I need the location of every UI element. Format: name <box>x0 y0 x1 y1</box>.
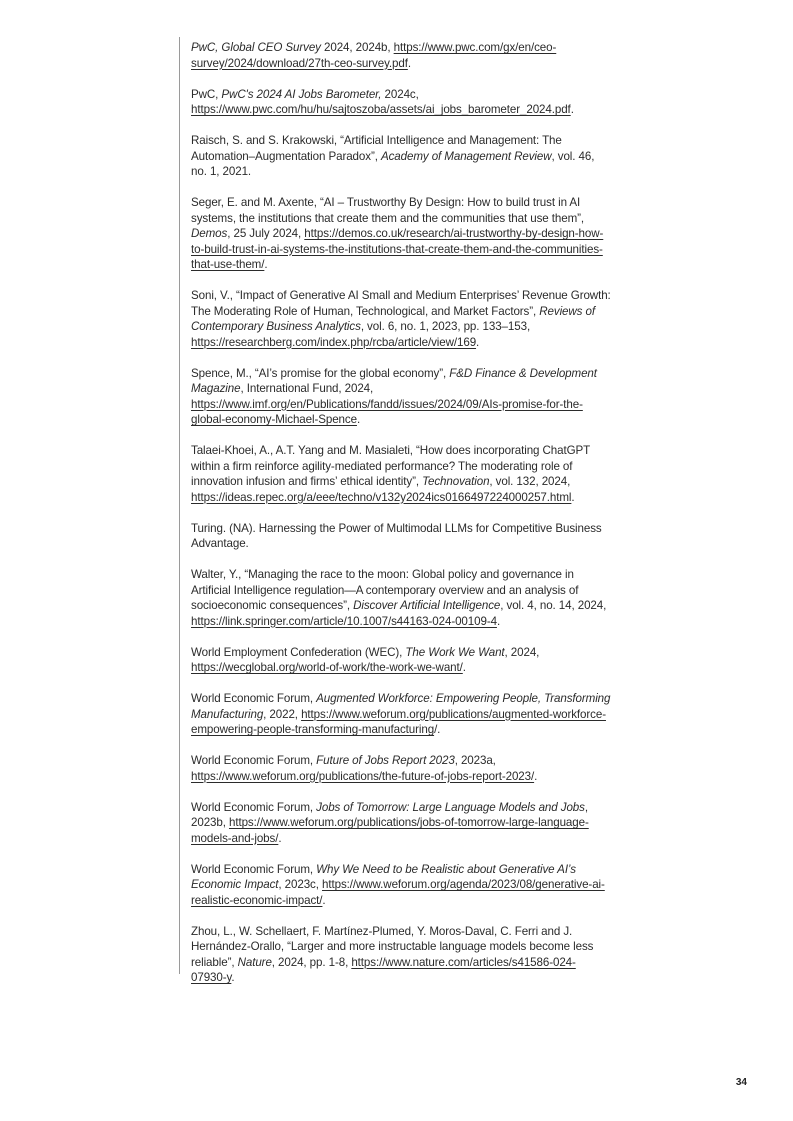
reference-entry <box>191 366 611 428</box>
reference-text: /. <box>434 723 441 736</box>
reference-title: Why We Need to be Realistic about Generative AI’s Economic Impact <box>191 862 576 891</box>
reference-entry <box>191 133 611 180</box>
reference-link[interactable]: https://www.weforum.org/publications/jobs-of-tomorrow-large-language-models-and-jobs/ <box>191 816 589 845</box>
reference-text: World Economic Forum, <box>191 800 317 814</box>
reference-text: . <box>356 413 361 426</box>
reference-text: , 2024, pp. 1-8, <box>271 955 352 969</box>
reference-link[interactable]: https://ideas.repec.org/a/eee/techno/v132y2024ics0166497224000257.html <box>191 490 572 504</box>
reference-link[interactable]: https://www.weforum.org/publications/the-future-of-jobs-report-2023/ <box>191 769 535 783</box>
reference-text: Talaei-Khoei, A., A.T. Yang and M. Masialeti, “How does incorporating ChatGPT within a firm reinforce agility-mediated performance? The moderating role of innovation infusion and firms’ ethical identity”, <box>191 444 590 488</box>
reference-entry <box>191 645 611 676</box>
reference-title: Technovation <box>422 475 490 488</box>
reference-title: Jobs of Tomorrow: Large Language Models and Jobs <box>316 800 585 814</box>
reference-text: Raisch, S. and S. Krakowski, “Artificial Intelligence and Management: The Automation–Augmentation Paradox”, <box>191 134 562 163</box>
reference-link[interactable]: https://www.nature.com/articles/s41586-024-07930-y <box>191 955 576 984</box>
reference-text: Seger, E. and M. Axente, “AI – Trustworthy By Design: How to build trust in AI systems, the institutions that create them and the communities that use them”, <box>191 196 585 225</box>
reference-link[interactable]: https://researchberg.com/index.php/rcba/article/view/169 <box>191 335 477 349</box>
reference-text: . <box>462 661 466 674</box>
reference-title: Reviews of Contemporary Business Analytics <box>191 304 595 333</box>
reference-text: , 25 July 2024, <box>227 227 305 240</box>
reference-text: , vol. 4, no. 14, 2024, <box>500 599 607 612</box>
reference-text: 2024, 2024b, <box>320 41 394 54</box>
reference-text: World Employment Confederation (WEC), <box>191 645 406 659</box>
reference-text: . <box>231 971 235 984</box>
reference-title: Discover Artificial Intelligence <box>353 599 501 612</box>
reference-title: F&D Finance & Development Magazine <box>191 366 597 395</box>
reference-title: The Work We Want <box>405 645 505 659</box>
reference-text: . <box>407 56 411 70</box>
reference-text: . <box>476 335 480 349</box>
reference-text: PwC, <box>191 87 222 101</box>
reference-text: , 2023c, <box>278 878 322 891</box>
reference-entry <box>191 800 611 847</box>
reference-text: . <box>278 831 282 845</box>
reference-text: , 2023a, <box>454 754 496 767</box>
reference-text: , vol. 132, 2024, <box>489 475 571 488</box>
reference-title: Nature <box>237 955 272 969</box>
reference-text: World Economic Forum, <box>191 692 317 705</box>
reference-link[interactable]: https://www.weforum.org/agenda/2023/08/generative-ai-realistic-economic-impact/ <box>191 878 605 907</box>
reference-link[interactable]: https://www.imf.org/en/Publications/fandd/issues/2024/09/AIs-promise-for-the-global-economy-Michael-Spence <box>191 397 583 426</box>
reference-text: 2024c, <box>381 87 419 101</box>
reference-text: . <box>570 103 574 116</box>
reference-entry <box>191 40 611 71</box>
reference-link[interactable]: https://demos.co.uk/research/ai-trustworthy-by-design-how-to-build-trust-in-ai-systems-the-institutions-that-create-them-and-the-communities-that-use-them/ <box>191 227 604 271</box>
reference-text: . <box>496 614 501 628</box>
reference-title: Demos <box>191 227 228 240</box>
reference-entry <box>191 195 611 273</box>
reference-list <box>191 40 611 1001</box>
reference-title: Academy of Management Review <box>380 149 552 163</box>
reference-link[interactable]: https://www.pwc.com/gx/en/ceo-survey/2024/download/27th-ceo-survey.pdf <box>191 41 557 70</box>
reference-title: Augmented Workforce: Empowering People, Transforming Manufacturing <box>191 692 611 721</box>
reference-text: , vol. 6, no. 1, 2023, pp. 133–153, <box>360 320 531 333</box>
reference-text: Spence, M., “AI’s promise for the global economy”, <box>191 366 450 380</box>
reference-entry <box>191 862 611 909</box>
reference-link[interactable]: https://www.weforum.org/publications/augmented-workforce-empowering-people-transforming-manufacturing <box>191 707 606 736</box>
reference-link[interactable]: https://wecglobal.org/world-of-work/the-work-we-want/ <box>191 661 463 674</box>
reference-entry <box>191 567 611 629</box>
reference-text: , 2024, <box>504 645 540 659</box>
reference-text: . <box>322 893 326 907</box>
reference-text: , vol. 46, no. 1, 2021. <box>191 149 595 178</box>
reference-link[interactable]: https://www.pwc.com/hu/hu/sajtoszoba/assets/ai_jobs_barometer_2024.pdf <box>191 103 571 116</box>
reference-title: PwC's 2024 AI Jobs Barometer, <box>221 87 382 101</box>
reference-entry <box>191 753 611 784</box>
reference-text: World Economic Forum, <box>191 862 317 876</box>
reference-text: World Economic Forum, <box>191 754 317 767</box>
reference-text: Soni, V., “Impact of Generative AI Small and Medium Enterprises’ Revenue Growth: The Moderating Role of Human, Technological, and Market Factors”, <box>191 289 611 318</box>
reference-title: Future of Jobs Report 2023 <box>316 754 455 767</box>
reference-entry <box>191 443 611 505</box>
reference-entry <box>191 924 611 986</box>
reference-title: PwC, Global CEO Survey <box>191 41 321 54</box>
reference-text: Zhou, L., W. Schellaert, F. Martínez-Plumed, Y. Moros-Daval, C. Ferri and J. Hernández-Orallo, “Larger and more instructable language models become less reliable”, <box>191 924 594 969</box>
reference-entry <box>191 691 611 738</box>
left-margin-rule <box>179 37 180 974</box>
reference-text: , 2022, <box>263 707 302 721</box>
reference-text: Walter, Y., “Managing the race to the moon: Global policy and governance in Artificial Intelligence regulation—A contemporary overview and an analysis of socioeconomic consequences”, <box>191 568 579 612</box>
page-number: 34 <box>735 1077 747 1088</box>
reference-text: Turing. (NA). Harnessing the Power of Multimodal LLMs for Competitive Business Advantage. <box>191 521 602 550</box>
reference-entry <box>191 288 611 350</box>
reference-text: . <box>534 769 538 783</box>
reference-text: . <box>264 258 268 271</box>
reference-entry <box>191 87 611 118</box>
reference-entry <box>191 521 611 552</box>
reference-text: . <box>571 490 575 504</box>
reference-text: , 2023b, <box>191 800 588 829</box>
reference-link[interactable]: https://link.springer.com/article/10.1007/s44163-024-00109-4 <box>191 614 497 628</box>
reference-text: , International Fund, 2024, <box>240 382 374 395</box>
